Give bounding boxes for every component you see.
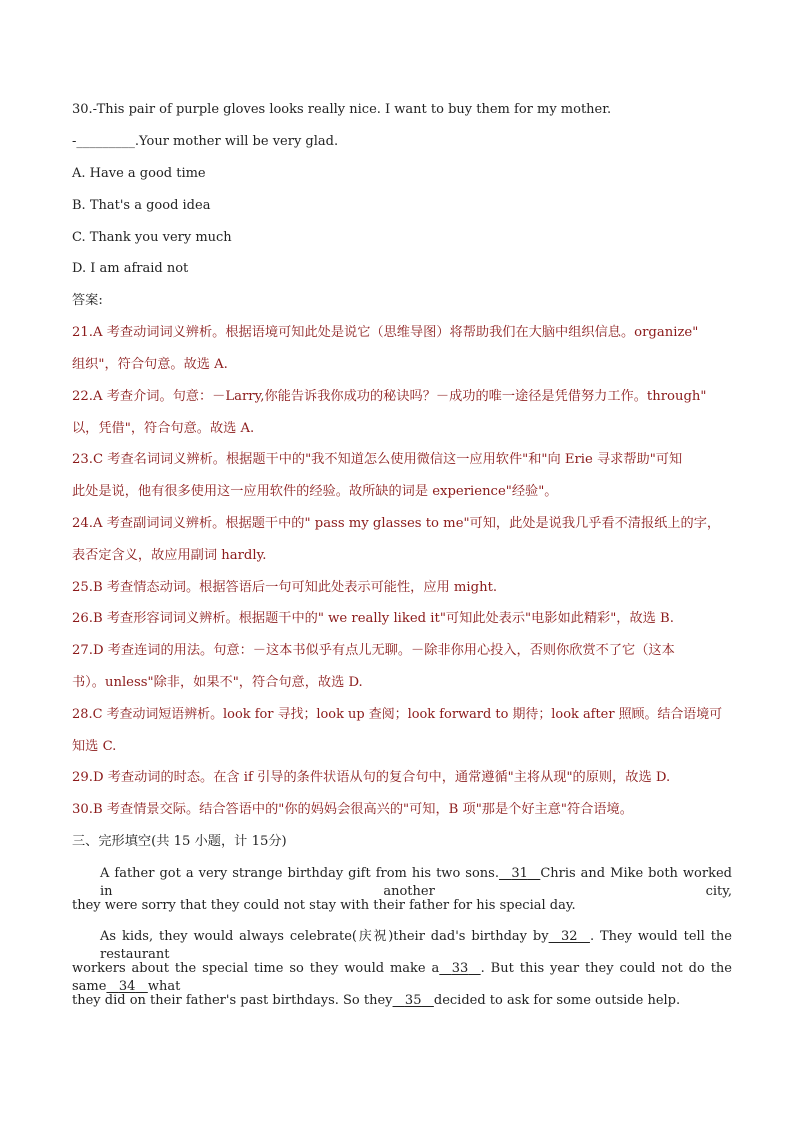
passage-text: Chris and Mike both worked in another city, — [100, 866, 732, 899]
reply-suffix: .Your mother will be very glad. — [134, 134, 339, 149]
answer-29: 29.D 考查动词的时态。在含 if 引导的条件状语从句的复合句中，通常遵循"主将从现"的原则，故选 D. — [72, 770, 671, 785]
answer-28-line-1: 28.C 考查动词短语辨析。look for 寻找；look up 查阅；look forward to 期待；look after 照顾。结合语境可 — [72, 707, 723, 722]
passage-text: what — [147, 979, 181, 994]
answer-21-line-1: 21.A 考查动词词义辨析。根据语境可知此处是说它（思维导图）将帮助我们在大脑中组织信息。organize" — [72, 325, 699, 340]
answer-28-line-2: 知选 C. — [72, 739, 117, 754]
answer-24-line-1: 24.A 考查副词词义辨析。根据题干中的" pass my glasses to me"可知，此处是说我几乎看不清报纸上的字， — [72, 516, 721, 531]
blank-35-number: 35 — [404, 993, 422, 1008]
passage-line-4 — [72, 960, 732, 996]
answer-27-line-1: 27.D 考查连词的用法。句意：－这本书似乎有点儿无聊。－除非你用心投入，否则你欣赏不了它（这本 — [72, 643, 675, 658]
passage-line-1 — [100, 865, 732, 901]
section-heading: 三、完形填空(共 15 小题，计 15分) — [72, 834, 287, 849]
answer-23-line-2: 此处是说，他有很多使用这一应用软件的经验。故所缺的词是 experience"经验"。 — [72, 484, 558, 499]
blank-33-number: 33 — [451, 961, 469, 976]
answers-label: 答案: — [72, 293, 103, 308]
answer-23-line-1: 23.C 考查名词词义辨析。根据题干中的"我不知道怎么使用微信这一应用软件"和"向 Erie 寻求帮助"可知 — [72, 452, 683, 467]
answer-24-line-2: 表否定含义，故应用副词 hardly. — [72, 548, 267, 563]
passage-line-2: they were sorry that they could not stay with their father for his special day. — [72, 898, 576, 913]
passage-line-3 — [100, 928, 732, 964]
passage-text: . But this year they could not do the same — [72, 961, 732, 994]
passage-text: workers about the special time so they would make a — [72, 961, 440, 976]
question-30-stem: 30.-This pair of purple gloves looks really nice. I want to buy them for my mother. — [72, 102, 612, 117]
blank-33 — [439, 960, 480, 978]
passage-line-5 — [72, 992, 732, 1010]
option-a: A. Have a good time — [72, 166, 206, 181]
reply-blank: _________ — [76, 134, 135, 149]
answer-21-line-2: 组织"，符合句意。故选 A. — [72, 357, 228, 372]
blank-31-number: 31 — [511, 866, 528, 881]
answer-26: 26.B 考查形容词词义辨析。根据题干中的" we really liked it"可知此处表示"电影如此精彩"，故选 B. — [72, 611, 674, 626]
option-b: B. That's a good idea — [72, 198, 211, 213]
blank-32-number: 32 — [560, 929, 578, 944]
passage-text: they did on their father's past birthdays. So they — [72, 993, 393, 1008]
blank-35 — [393, 992, 434, 1010]
passage-text: . They would tell the restaurant — [100, 929, 732, 962]
answer-22-line-1: 22.A 考查介词。句意：－Larry,你能告诉我你成功的秘诀吗？－成功的唯一途径是凭借努力工作。through" — [72, 389, 707, 404]
question-30-reply — [72, 133, 732, 151]
blank-32 — [549, 928, 590, 946]
answer-27-line-2: 书）。unless"除非，如果不"，符合句意，故选 D. — [72, 675, 363, 690]
answer-25: 25.B 考查情态动词。根据答语后一句可知此处表示可能性，应用 might. — [72, 580, 498, 595]
option-c: C. Thank you very much — [72, 230, 232, 245]
option-d: D. I am afraid not — [72, 261, 189, 276]
passage-text: As kids, they would always celebrate(庆祝)their dad's birthday by — [100, 929, 549, 944]
answer-22-line-2: 以，凭借"，符合句意。故选 A. — [72, 421, 255, 436]
reply-prefix: - — [72, 134, 77, 149]
blank-31 — [499, 865, 540, 883]
passage-text: decided to ask for some outside help. — [433, 993, 681, 1008]
answer-30: 30.B 考查情景交际。结合答语中的"你的妈妈会很高兴的"可知，B 项"那是个好主意"符合语境。 — [72, 802, 633, 817]
passage-text: A father got a very strange birthday gift from his two sons. — [100, 866, 499, 881]
blank-34-number: 34 — [118, 979, 136, 994]
